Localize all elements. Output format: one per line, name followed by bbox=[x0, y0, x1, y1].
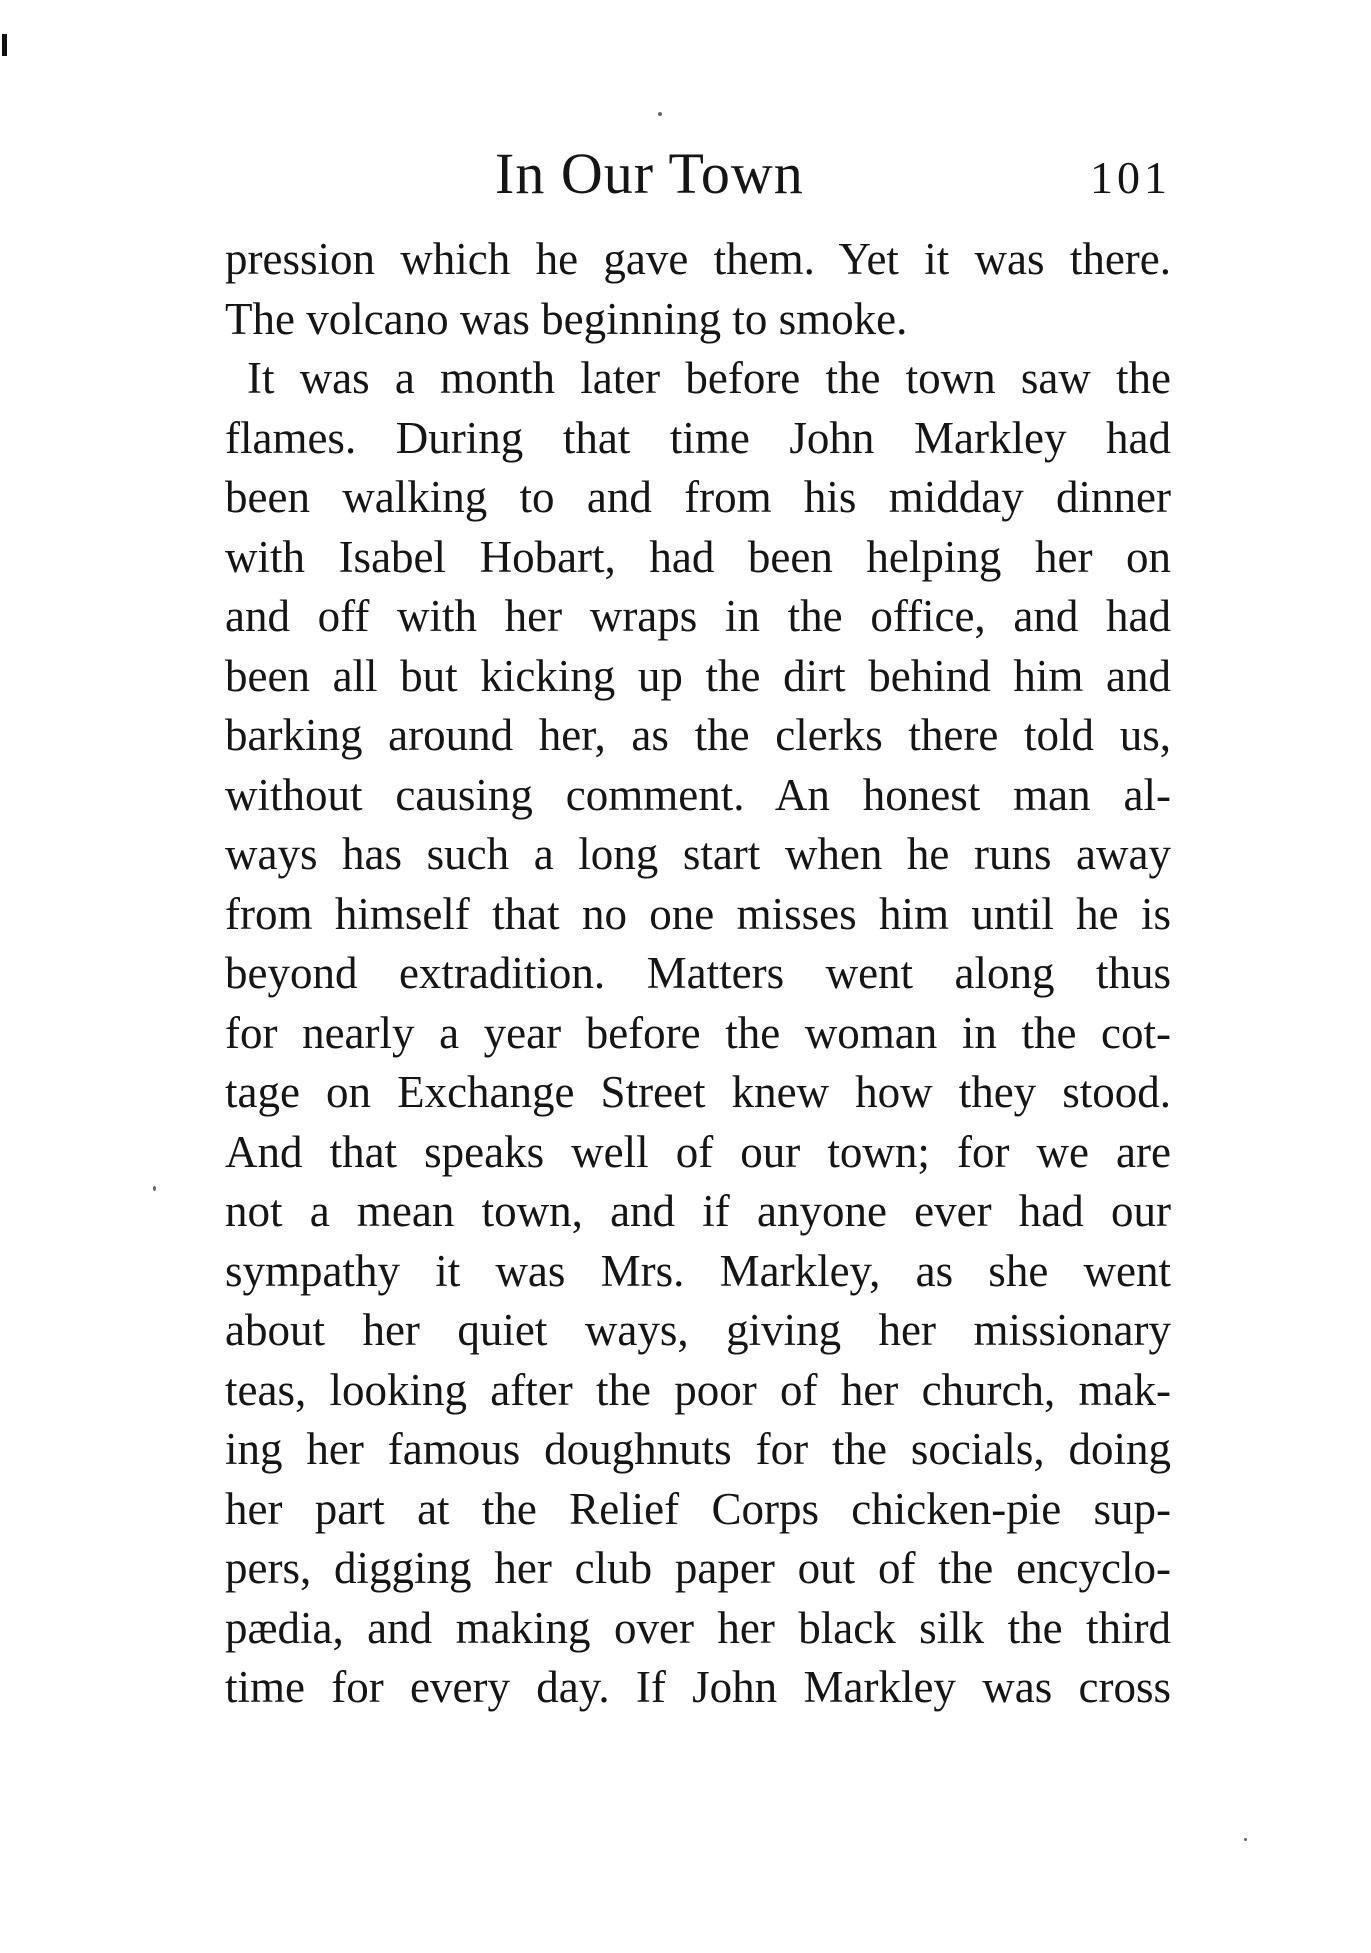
text-line: pression which he gave them. Yet it was there. bbox=[225, 234, 1171, 284]
text-line: her part at the Relief Corps chicken-pie sup- bbox=[225, 1483, 1171, 1534]
text-line: teas, looking after the poor of her church, mak- bbox=[225, 1364, 1171, 1415]
running-head bbox=[225, 138, 1171, 210]
text-line: ways has such a long start when he runs away bbox=[225, 829, 1171, 879]
text-line: from himself that no one misses him until he is bbox=[225, 888, 1171, 939]
text-line: barking around her, as the clerks there told us, bbox=[225, 710, 1171, 760]
text-line: without causing comment. An honest man al- bbox=[225, 769, 1171, 820]
text-line: ing her famous doughnuts for the socials, doing bbox=[225, 1424, 1171, 1474]
text-line: with Isabel Hobart, had been helping her on bbox=[225, 531, 1171, 582]
text-line: about her quiet ways, giving her missionary bbox=[225, 1305, 1171, 1355]
scan-edge-mark bbox=[2, 34, 7, 56]
text-line: And that speaks well of our town; for we are bbox=[225, 1126, 1171, 1177]
text-line: tage on Exchange Street knew how they stood. bbox=[225, 1067, 1171, 1117]
text-line: flames. During that time John Markley had bbox=[225, 412, 1171, 463]
text-line: been walking to and from his midday dinner bbox=[225, 472, 1171, 522]
text-line: for nearly a year before the woman in the cot- bbox=[225, 1007, 1171, 1058]
text-line: It was a month later before the town saw the bbox=[247, 353, 1171, 403]
text-line: pædia, and making over her black silk the third bbox=[225, 1602, 1171, 1653]
text-line: sympathy it was Mrs. Markley, as she went bbox=[225, 1245, 1171, 1296]
text-line: been all but kicking up the dirt behind him and bbox=[225, 650, 1171, 701]
scan-speck bbox=[658, 112, 662, 116]
running-title: In Our Town bbox=[495, 141, 804, 206]
page-number: 101 bbox=[1090, 152, 1171, 203]
text-line: and off with her wraps in the office, and had bbox=[225, 591, 1171, 641]
text-line: The volcano was beginning to smoke. bbox=[225, 293, 908, 344]
text-line: time for every day. If John Markley was cross bbox=[225, 1662, 1171, 1712]
scan-speck bbox=[1244, 1838, 1247, 1841]
text-line: not a mean town, and if anyone ever had our bbox=[225, 1186, 1171, 1236]
text-line: beyond extradition. Matters went along thus bbox=[225, 948, 1171, 998]
body-text bbox=[225, 230, 1171, 1718]
text-line: pers, digging her club paper out of the encyclo- bbox=[225, 1543, 1171, 1593]
scan-speck bbox=[153, 1186, 156, 1191]
